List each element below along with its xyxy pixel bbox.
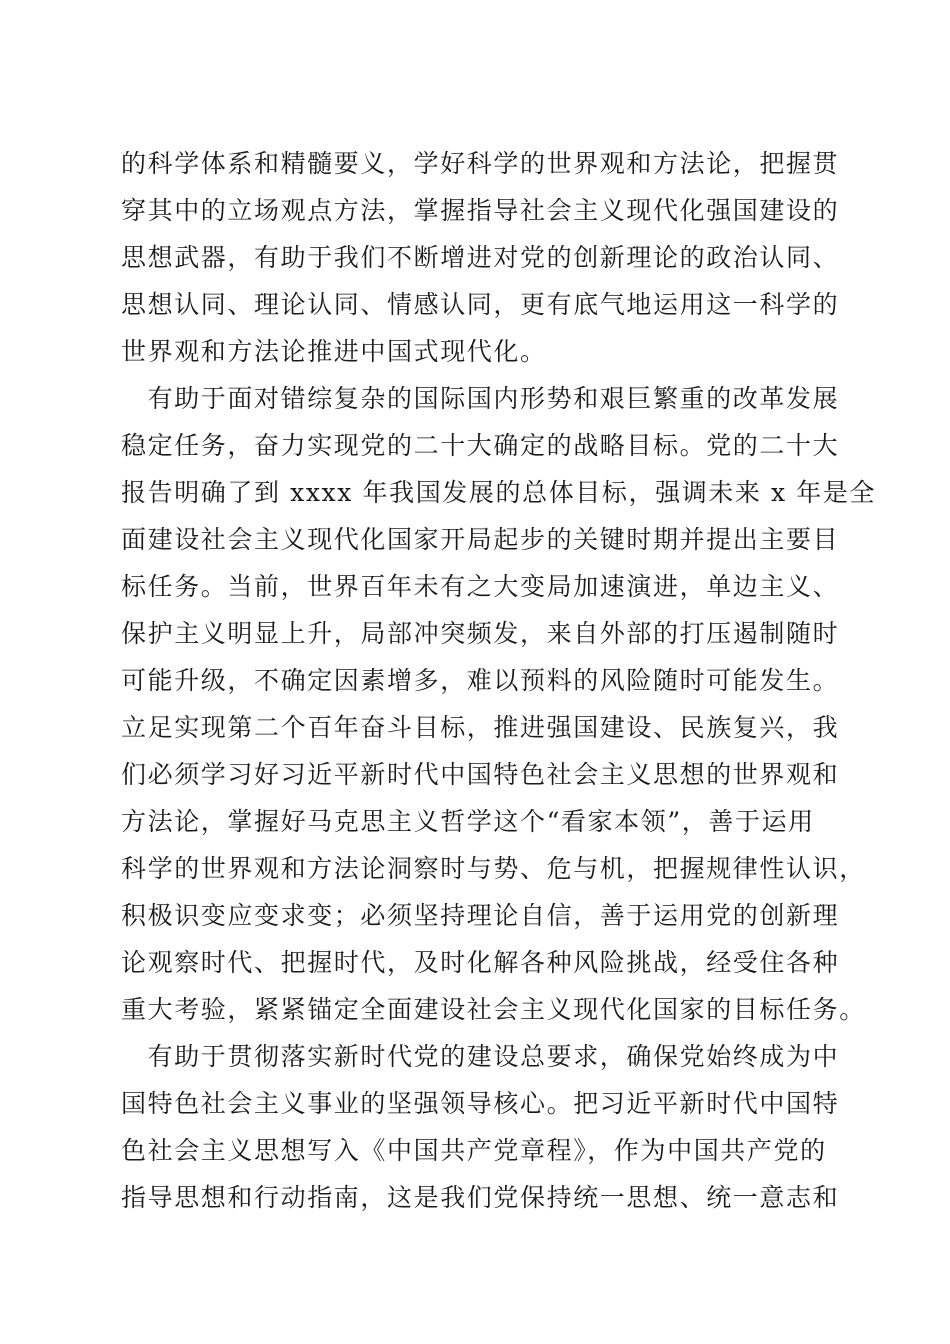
text-line: 穿其中的立场观点方法，掌握指导社会主义现代化强国建设的 (121, 196, 840, 225)
text-line: 立足实现第二个百年奋斗目标，推进强国建设、民族复兴，我 (121, 713, 840, 742)
text-line: 指导思想和行动指南，这是我们党保持统一思想、统一意志和 (121, 1183, 840, 1212)
text-line: 积极识变应变求变；必须坚持理论自信，善于运用党的创新理 (121, 901, 840, 930)
paragraph-2 (121, 375, 877, 1033)
text-line: 色社会主义思想写入《中国共产党章程》，作为中国共产党的 (121, 1136, 827, 1165)
text-line: 有助于面对错综复杂的国际国内形势和艰巨繁重的改革发展 (121, 384, 840, 413)
text-line: 世界观和方法论推进中国式现代化。 (121, 337, 547, 366)
text-line: 保护主义明显上升，局部冲突频发，来自外部的打压遏制随时 (121, 619, 840, 648)
text-line: 方法论，掌握好马克思主义哲学这个“看家本领”，善于运用 (121, 807, 815, 836)
text-line: 有助于贯彻落实新时代党的建设总要求，确保党始终成为中 (121, 1042, 840, 1071)
text-line: 面建设社会主义现代化国家开局起步的关键时期并提出主要目 (121, 525, 840, 554)
paragraph-1 (121, 140, 840, 375)
text-line: 可能升级，不确定因素增多，难以预料的风险随时可能发生。 (121, 666, 840, 695)
paragraph-3 (121, 1033, 840, 1221)
text-line: 思想武器，有助于我们不断增进对党的创新理论的政治认同、 (121, 243, 840, 272)
text-line: 国特色社会主义事业的坚强领导核心。把习近平新时代中国特 (121, 1089, 840, 1118)
text-line: 重大考验，紧紧锚定全面建设社会主义现代化国家的目标任务。 (121, 995, 866, 1024)
text-line: 们必须学习好习近平新时代中国特色社会主义思想的世界观和 (121, 760, 840, 789)
text-line: 的科学体系和精髓要义，学好科学的世界观和方法论，把握贯 (121, 149, 840, 178)
text-line: 论观察时代、把握时代，及时化解各种风险挑战，经受住各种 (121, 948, 840, 977)
text-line: 思想认同、理论认同、情感认同，更有底气地运用这一科学的 (121, 290, 840, 319)
text-line: 稳定任务，奋力实现党的二十大确定的战略目标。党的二十大 (121, 431, 840, 460)
document-body (121, 140, 877, 1221)
text-line: 科学的世界观和方法论洞察时与势、危与机，把握规律性认识， (121, 854, 866, 883)
text-line: 报告明确了到 xxxx 年我国发展的总体目标，强调未来 x 年是全 (121, 478, 877, 507)
text-line: 标任务。当前，世界百年未有之大变局加速演进，单边主义、 (121, 572, 840, 601)
